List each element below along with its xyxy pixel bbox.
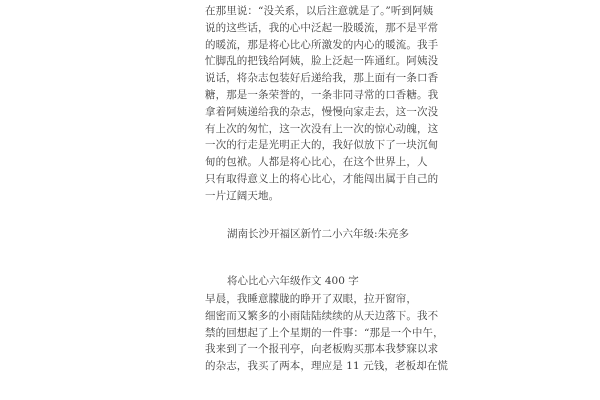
text-line: 说的这些话，我的心中泛起一股暖流，那不是平常 — [205, 21, 439, 34]
text-line: 只有取得意义上的将心比心，才能闯出属于自己的 — [205, 172, 439, 185]
text-line: 早晨，我睡意朦胧的睁开了双眼，拉开窗帘， — [205, 293, 417, 305]
text-line: 的暖流，那是将心比心所激发的内心的暖流。我手 — [205, 38, 439, 51]
author-attribution: 湖南长沙开福区新竹二小六年级:朱亮多 — [227, 228, 410, 240]
essay-paragraph-1 — [205, 3, 439, 205]
text-line: 忙脚乱的把钱给阿姨，脸上泛起一阵通红。阿姨没 — [205, 55, 439, 68]
essay-paragraph-2 — [205, 291, 449, 375]
text-line: 的杂志，我买了两本，理应是 11 元钱，老板却在慌 — [205, 360, 449, 373]
text-line: 甸的包袱。人都是将心比心，在这个世界上，人 — [205, 156, 428, 169]
text-line: 说话，将杂志包装好后递给我，那上面有一条口香 — [205, 72, 439, 85]
text-line: 有上次的匆忙，这一次没有上一次的惊心动魄，这 — [205, 122, 439, 135]
text-line: 细密而又繁多的小雨陆陆续续的从天边落下。我不 — [205, 309, 439, 322]
text-line: 拿着阿姨递给我的杂志，慢慢向家走去，这一次没 — [205, 105, 439, 118]
text-line: 一片辽阔天地。 — [205, 189, 280, 202]
text-line: 一次的行走是光明正大的，我好似放下了一块沉甸 — [205, 139, 439, 152]
text-line: 我来到了一个报刊亭，向老板购买那本我梦寐以求 — [205, 343, 439, 356]
text-line: 禁的回想起了上个星期的一件事：“那是一个中午， — [205, 326, 444, 339]
text-line: 糖，那是一条荣誉的，一条非同寻常的口香糖。我 — [205, 88, 439, 101]
essay-title: 将心比心六年级作文 400 字 — [227, 275, 359, 287]
text-line: 在那里说：“没关系，以后注意就是了。”听到阿姨 — [205, 5, 434, 17]
